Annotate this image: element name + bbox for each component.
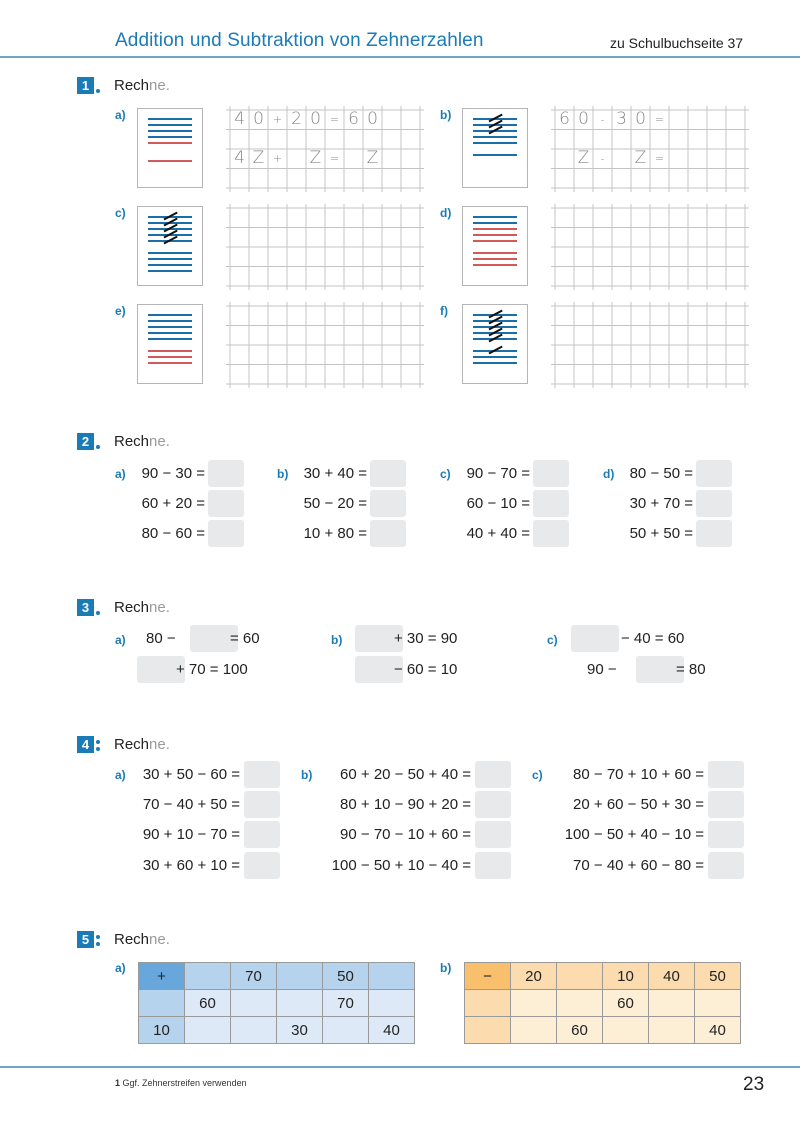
answer-box[interactable]	[244, 821, 280, 848]
grid-cell: 0	[367, 109, 378, 129]
operator-cell: +	[139, 963, 185, 990]
task-number-badge: 2	[77, 433, 94, 450]
equation: 70 − 40 + 50 =	[142, 796, 240, 813]
grid-cell: 6	[348, 109, 359, 129]
answer-box[interactable]	[571, 625, 619, 652]
item-label: b)	[440, 961, 452, 975]
answer-box[interactable]	[370, 460, 406, 487]
answer-box[interactable]	[696, 460, 732, 487]
header-divider	[0, 56, 800, 58]
equation: 20 + 60 − 50 + 30 =	[573, 796, 704, 813]
item-label: a)	[115, 108, 126, 122]
empty-table-cell[interactable]	[185, 1017, 231, 1044]
tens-strip-blue-icon	[473, 136, 517, 138]
tens-strip-red-icon	[148, 142, 192, 144]
operator-cell: −	[465, 963, 511, 990]
equation-part: + 70 = 100	[176, 661, 248, 678]
equation: 30 + 60 + 10 =	[142, 857, 240, 874]
tens-strip-blue-icon	[473, 154, 517, 156]
answer-box[interactable]	[696, 520, 732, 547]
writing-grid[interactable]	[226, 106, 424, 192]
equation: 100 − 50 + 10 − 40 =	[331, 857, 471, 874]
task-1-heading	[77, 77, 170, 94]
tens-strip-red-icon	[473, 228, 517, 230]
item-label: d)	[440, 206, 452, 220]
tens-strip-blue-icon	[148, 338, 192, 340]
writing-grid[interactable]	[551, 204, 749, 290]
answer-box[interactable]	[208, 520, 244, 547]
writing-grid[interactable]	[551, 302, 749, 388]
empty-table-cell[interactable]	[649, 1017, 695, 1044]
answer-box[interactable]	[475, 821, 511, 848]
equation: 30 + 70 =	[629, 495, 693, 512]
empty-table-cell[interactable]	[557, 990, 603, 1017]
answer-box[interactable]	[708, 821, 744, 848]
tens-strip-blue-icon	[473, 216, 517, 218]
equation: 60 + 20 =	[141, 495, 205, 512]
empty-table-cell[interactable]	[557, 963, 603, 990]
tens-strip-blue-icon	[473, 222, 517, 224]
answer-box[interactable]	[696, 490, 732, 517]
grid-cell: +	[272, 152, 283, 165]
item-label: e)	[115, 304, 126, 318]
item-label: c)	[547, 633, 558, 647]
tens-strip-red-icon	[473, 258, 517, 260]
single-dot-marker-icon	[94, 433, 102, 450]
equation: 80 − 70 + 10 + 60 =	[573, 766, 704, 783]
tens-strips-card	[462, 304, 528, 384]
tens-strip-blue-icon	[148, 252, 192, 254]
table-cell: 30	[277, 1017, 323, 1044]
double-dot-marker-icon	[94, 931, 102, 948]
table-cell: 10	[603, 963, 649, 990]
writing-grid[interactable]	[551, 106, 749, 192]
equation: 90 − 30 =	[141, 465, 205, 482]
tens-strip-red-icon	[473, 234, 517, 236]
empty-table-cell[interactable]	[323, 1017, 369, 1044]
grid-cell: =	[654, 113, 665, 126]
task-number-badge: 4	[77, 736, 94, 753]
grid-cell: Z	[634, 148, 647, 168]
equation: 60 + 20 − 50 + 40 =	[340, 766, 471, 783]
answer-box[interactable]	[208, 490, 244, 517]
grid-cell: =	[329, 152, 340, 165]
tens-strip-blue-icon	[473, 362, 517, 364]
answer-box[interactable]	[244, 852, 280, 879]
grid-cell: =	[329, 113, 340, 126]
equation-part: − 40 = 60	[621, 630, 685, 647]
answer-box[interactable]	[244, 761, 280, 788]
footnote: 1 Ggf. Zehnerstreifen verwenden	[115, 1078, 247, 1088]
equation: 50 + 50 =	[629, 525, 693, 542]
equation: 80 − 60 =	[141, 525, 205, 542]
answer-box[interactable]	[708, 761, 744, 788]
writing-grid[interactable]	[226, 204, 424, 290]
table-cell: 70	[323, 990, 369, 1017]
tens-strips-card	[462, 206, 528, 286]
grid-cell: 2	[291, 109, 302, 129]
table-cell: 20	[511, 963, 557, 990]
empty-table-cell[interactable]	[369, 963, 415, 990]
tens-strip-red-icon	[148, 160, 192, 162]
table-cell: 10	[139, 1017, 185, 1044]
grid-cell: 4	[234, 109, 245, 129]
answer-box[interactable]	[475, 791, 511, 818]
task-instruction: Rechne.	[114, 433, 170, 450]
empty-table-cell[interactable]	[695, 990, 741, 1017]
tens-strip-blue-icon	[148, 136, 192, 138]
item-label: f)	[440, 304, 448, 318]
answer-box[interactable]	[244, 791, 280, 818]
item-label: b)	[440, 108, 452, 122]
grid-cell: 4	[234, 148, 245, 168]
equation-part: − 60 = 10	[394, 661, 458, 678]
equation: 40 + 40 =	[466, 525, 530, 542]
grid-cell: 0	[635, 109, 646, 129]
grid-cell: Z	[309, 148, 322, 168]
answer-box[interactable]	[475, 761, 511, 788]
task-2-heading	[77, 433, 170, 450]
equation: 80 + 10 − 90 + 20 =	[340, 796, 471, 813]
task-number-badge: 3	[77, 599, 94, 616]
table-cell: 60	[557, 1017, 603, 1044]
item-label: a)	[115, 633, 126, 647]
equation-part: = 80	[676, 661, 706, 678]
empty-table-cell[interactable]	[511, 990, 557, 1017]
item-label: c)	[115, 206, 126, 220]
tens-strip-red-icon	[148, 350, 192, 352]
empty-table-cell[interactable]	[277, 963, 323, 990]
equation: 100 − 50 + 40 − 10 =	[564, 826, 704, 843]
tens-strips-card	[137, 108, 203, 188]
tens-strip-red-icon	[473, 252, 517, 254]
answer-box[interactable]	[370, 490, 406, 517]
grid-cell: =	[654, 152, 665, 165]
table-cell: 50	[323, 963, 369, 990]
tens-strips-card	[462, 108, 528, 188]
tens-strip-blue-icon	[148, 314, 192, 316]
task-3-heading	[77, 599, 170, 616]
equation: 60 − 10 =	[466, 495, 530, 512]
task-instruction: Rechne.	[114, 736, 170, 753]
task-number-badge: 5	[77, 931, 94, 948]
equation-part: + 30 = 90	[394, 630, 458, 647]
page-title: Addition und Subtraktion von Zehnerzahlen	[115, 30, 484, 51]
task-instruction: Rechne.	[114, 931, 170, 948]
tens-strip-blue-icon	[473, 142, 517, 144]
table-cell: 40	[649, 963, 695, 990]
empty-table-cell[interactable]	[465, 1017, 511, 1044]
tens-strip-blue-icon	[148, 270, 192, 272]
tens-strip-red-icon	[148, 356, 192, 358]
item-label: d)	[603, 467, 615, 481]
tens-strips-card	[137, 304, 203, 384]
tens-strip-blue-icon	[148, 332, 192, 334]
table-cell: 60	[185, 990, 231, 1017]
grid-cell: 0	[310, 109, 321, 129]
tens-strip-blue-icon	[148, 124, 192, 126]
equation: 70 − 40 + 60 − 80 =	[573, 857, 704, 874]
tens-strip-blue-icon	[148, 320, 192, 322]
empty-table-cell[interactable]	[231, 1017, 277, 1044]
item-label: a)	[115, 467, 126, 481]
grid-cell: Z	[366, 148, 379, 168]
equation-part: 80 −	[146, 630, 176, 647]
tens-strip-red-icon	[148, 362, 192, 364]
addition-table	[138, 962, 415, 1044]
subtraction-table	[464, 962, 741, 1044]
equation: 90 − 70 =	[466, 465, 530, 482]
item-label: a)	[115, 768, 126, 782]
equation-part: 90 −	[587, 661, 617, 678]
equation: 90 + 10 − 70 =	[142, 826, 240, 843]
table-cell: 60	[603, 990, 649, 1017]
grid-cell: 6	[559, 109, 570, 129]
item-label: c)	[532, 768, 543, 782]
equation: 30 + 40 =	[303, 465, 367, 482]
answer-box[interactable]	[533, 490, 569, 517]
grid-cell: 0	[253, 109, 264, 129]
equation: 90 − 70 − 10 + 60 =	[340, 826, 471, 843]
empty-table-cell[interactable]	[649, 990, 695, 1017]
empty-table-cell[interactable]	[277, 990, 323, 1017]
equation: 50 − 20 =	[303, 495, 367, 512]
single-dot-marker-icon	[94, 599, 102, 616]
answer-box[interactable]	[475, 852, 511, 879]
empty-table-cell[interactable]	[231, 990, 277, 1017]
tens-strip-blue-icon	[148, 326, 192, 328]
tens-strip-blue-icon	[473, 356, 517, 358]
answer-box[interactable]	[533, 460, 569, 487]
single-dot-marker-icon	[94, 77, 102, 94]
writing-grid[interactable]	[226, 302, 424, 388]
tens-strip-blue-icon	[148, 130, 192, 132]
grid-cell: +	[272, 113, 283, 126]
answer-box[interactable]	[208, 460, 244, 487]
empty-table-cell[interactable]	[369, 990, 415, 1017]
grid-cell: Z	[577, 148, 590, 168]
task-instruction: Rechne.	[114, 77, 170, 94]
empty-table-cell[interactable]	[465, 990, 511, 1017]
table-cell: 40	[369, 1017, 415, 1044]
grid-cell: 0	[578, 109, 589, 129]
tens-strip-blue-icon	[148, 264, 192, 266]
grid-cell: 3	[616, 109, 627, 129]
equation: 10 + 80 =	[303, 525, 367, 542]
answer-box[interactable]	[370, 520, 406, 547]
empty-table-cell[interactable]	[603, 1017, 649, 1044]
tens-strip-red-icon	[473, 264, 517, 266]
task-5-heading	[77, 931, 170, 948]
page-number: 23	[743, 1074, 765, 1095]
task-instruction: Rechne.	[114, 599, 170, 616]
empty-table-cell[interactable]	[511, 1017, 557, 1044]
grid-cell: -	[600, 113, 605, 126]
answer-box[interactable]	[708, 852, 744, 879]
table-cell: 40	[695, 1017, 741, 1044]
textbook-page-reference: zu Schulbuchseite 37	[610, 35, 744, 51]
grid-cell: Z	[252, 148, 265, 168]
task-number-badge: 1	[77, 77, 94, 94]
item-label: b)	[277, 467, 289, 481]
item-label: a)	[115, 961, 126, 975]
answer-box[interactable]	[533, 520, 569, 547]
grid-cell: -	[600, 152, 605, 165]
tens-strips-card	[137, 206, 203, 286]
equation: 30 + 50 − 60 =	[142, 766, 240, 783]
table-cell: 50	[695, 963, 741, 990]
item-label: c)	[440, 467, 451, 481]
equation-part: = 60	[230, 630, 260, 647]
equation: 80 − 50 =	[629, 465, 693, 482]
empty-table-cell[interactable]	[185, 963, 231, 990]
double-dot-marker-icon	[94, 736, 102, 753]
item-label: b)	[331, 633, 343, 647]
item-label: b)	[301, 768, 313, 782]
table-cell: 70	[231, 963, 277, 990]
answer-box[interactable]	[708, 791, 744, 818]
tens-strip-red-icon	[473, 240, 517, 242]
tens-strip-blue-icon	[148, 118, 192, 120]
footer-divider	[0, 1066, 800, 1068]
empty-table-cell[interactable]	[139, 990, 185, 1017]
task-4-heading	[77, 736, 170, 753]
tens-strip-blue-icon	[148, 258, 192, 260]
